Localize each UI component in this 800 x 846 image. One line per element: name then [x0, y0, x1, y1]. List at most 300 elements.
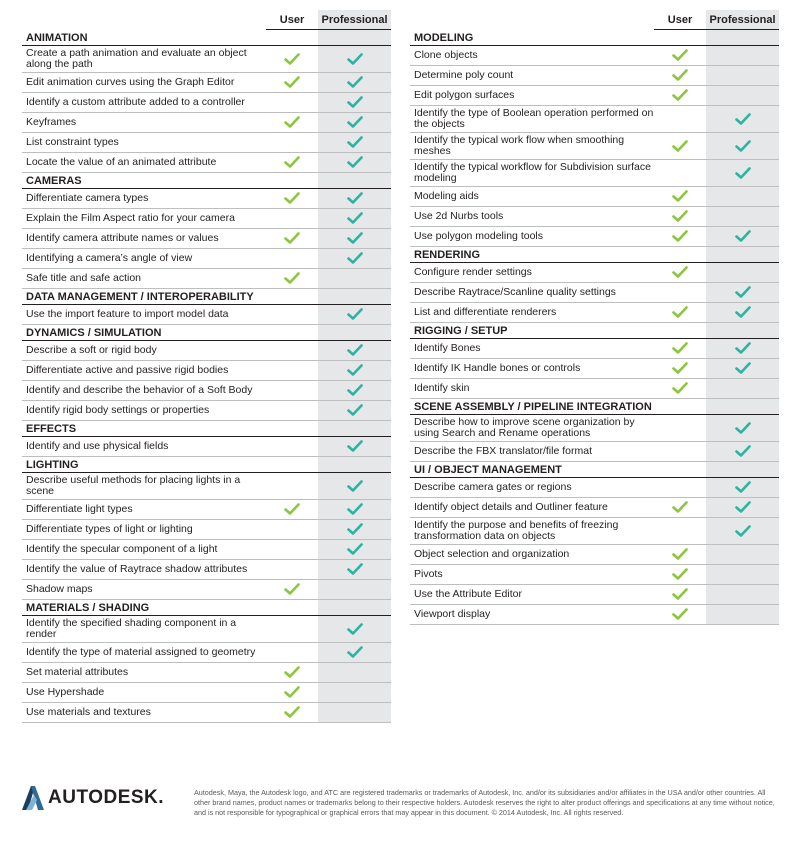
professional-cell	[318, 381, 391, 401]
professional-cell	[706, 585, 779, 605]
user-cell	[654, 46, 706, 66]
autodesk-a-icon	[22, 786, 44, 810]
user-cell	[266, 683, 318, 703]
right-objectives-table	[410, 30, 779, 625]
professional-cell	[706, 187, 779, 207]
user-cell	[266, 663, 318, 683]
user-check-icon	[284, 686, 300, 698]
user-cell	[266, 305, 318, 325]
professional-cell	[706, 133, 779, 160]
professional-check-icon	[735, 113, 751, 125]
objective-row	[22, 361, 391, 381]
category-title: ANIMATION	[22, 30, 266, 46]
user-cell	[266, 616, 318, 643]
user-cell	[266, 209, 318, 229]
professional-cell	[318, 269, 391, 289]
professional-cell	[318, 500, 391, 520]
objective-label: Differentiate camera types	[22, 189, 266, 209]
objective-row	[22, 663, 391, 683]
professional-cell	[318, 73, 391, 93]
professional-check-icon	[347, 384, 363, 396]
legal-text: Autodesk, Maya, the Autodesk logo, and ATC are registered trademarks or trademarks of Autodesk, Inc. and/or its subsidiaries and/or affiliates in the USA and/or other countries. All other brand names, product names or trademarks belong to their respective holders. Autodesk reserves the right to alter product offerings and specifications at any time without notice, and is not responsible for typographical or graphical errors that may appear in this document. © 2014 Autodesk, Inc. All rights reserved.	[194, 788, 775, 817]
user-cell	[654, 207, 706, 227]
user-check-icon	[284, 666, 300, 678]
objective-label: Describe useful methods for placing lights in a scene	[22, 473, 266, 500]
user-cell	[266, 361, 318, 381]
user-cell	[266, 113, 318, 133]
professional-cell	[706, 86, 779, 106]
objective-label: Identify camera attribute names or values	[22, 229, 266, 249]
professional-cell	[318, 209, 391, 229]
objective-label: Differentiate active and passive rigid bodies	[22, 361, 266, 381]
professional-cell	[706, 498, 779, 518]
user-cell	[654, 283, 706, 303]
professional-cell	[318, 153, 391, 173]
objective-row	[410, 498, 779, 518]
professional-check-icon	[735, 525, 751, 537]
professional-cell	[318, 643, 391, 663]
autodesk-wordmark: AUTODESK.	[48, 787, 165, 808]
objective-row	[22, 437, 391, 457]
professional-cell	[706, 46, 779, 66]
category-row	[22, 457, 391, 473]
user-cell	[654, 133, 706, 160]
objective-label: Identify and use physical fields	[22, 437, 266, 457]
user-check-icon	[672, 588, 688, 600]
user-cell	[266, 520, 318, 540]
objective-row	[22, 73, 391, 93]
professional-header: Professional	[318, 10, 391, 30]
objective-row	[410, 160, 779, 187]
objective-label: Identify a custom attribute added to a controller	[22, 93, 266, 113]
professional-cell	[706, 565, 779, 585]
user-cell	[266, 341, 318, 361]
objective-row	[22, 381, 391, 401]
category-title: LIGHTING	[22, 457, 266, 473]
objective-row	[410, 86, 779, 106]
objective-label: Locate the value of an animated attribute	[22, 153, 266, 173]
user-header: User	[266, 10, 318, 30]
objective-label: Identify the specular component of a light	[22, 540, 266, 560]
user-cell	[266, 269, 318, 289]
objective-label: Identify rigid body settings or properties	[22, 401, 266, 421]
category-row	[410, 247, 779, 263]
objective-row	[22, 209, 391, 229]
objective-label: Safe title and safe action	[22, 269, 266, 289]
professional-cell	[706, 339, 779, 359]
objective-label: Pivots	[410, 565, 654, 585]
objective-row	[410, 227, 779, 247]
objective-label: Differentiate light types	[22, 500, 266, 520]
category-title: SCENE ASSEMBLY / PIPELINE INTEGRATION	[410, 399, 654, 415]
professional-check-icon	[735, 286, 751, 298]
professional-cell	[318, 189, 391, 209]
professional-check-icon	[347, 404, 363, 416]
user-cell	[654, 498, 706, 518]
user-cell	[654, 187, 706, 207]
user-cell	[654, 442, 706, 462]
objective-label: Identify the type of material assigned to geometry	[22, 643, 266, 663]
category-title: UI / OBJECT MANAGEMENT	[410, 462, 654, 478]
category-title: RIGGING / SETUP	[410, 323, 654, 339]
left-column	[22, 10, 391, 723]
category-row	[22, 289, 391, 305]
objective-row	[410, 585, 779, 605]
user-check-icon	[672, 140, 688, 152]
user-cell	[654, 66, 706, 86]
professional-check-icon	[347, 53, 363, 65]
professional-cell	[706, 442, 779, 462]
objective-label: Differentiate types of light or lighting	[22, 520, 266, 540]
professional-cell	[706, 478, 779, 498]
user-cell	[654, 545, 706, 565]
professional-check-icon	[347, 136, 363, 148]
category-title: DYNAMICS / SIMULATION	[22, 325, 266, 341]
objective-row	[22, 683, 391, 703]
professional-cell	[706, 160, 779, 187]
category-row	[410, 30, 779, 46]
user-cell	[266, 703, 318, 723]
professional-cell	[706, 379, 779, 399]
professional-cell	[706, 207, 779, 227]
user-cell	[266, 643, 318, 663]
user-cell	[654, 263, 706, 283]
objective-row	[22, 46, 391, 73]
objective-label: Identify the type of Boolean operation performed on the objects	[410, 106, 654, 133]
objective-row	[22, 341, 391, 361]
professional-check-icon	[347, 440, 363, 452]
user-cell	[266, 381, 318, 401]
objective-row	[22, 560, 391, 580]
objective-row	[410, 283, 779, 303]
objective-label: Describe the FBX translator/file format	[410, 442, 654, 462]
objective-row	[410, 442, 779, 462]
user-check-icon	[672, 210, 688, 222]
user-check-icon	[672, 382, 688, 394]
professional-cell	[318, 401, 391, 421]
objective-row	[410, 359, 779, 379]
user-check-icon	[672, 501, 688, 513]
user-cell	[266, 93, 318, 113]
objective-label: Identify object details and Outliner feature	[410, 498, 654, 518]
objective-label: Clone objects	[410, 46, 654, 66]
objective-row	[22, 93, 391, 113]
professional-cell	[706, 518, 779, 545]
professional-cell	[318, 46, 391, 73]
objective-label: Configure render settings	[410, 263, 654, 283]
user-cell	[654, 86, 706, 106]
user-cell	[266, 540, 318, 560]
category-row	[410, 323, 779, 339]
objective-row	[410, 415, 779, 442]
user-check-icon	[672, 306, 688, 318]
objective-row	[410, 207, 779, 227]
objective-row	[410, 133, 779, 160]
objective-label: Identify IK Handle bones or controls	[410, 359, 654, 379]
professional-check-icon	[735, 481, 751, 493]
objective-label: Keyframes	[22, 113, 266, 133]
objective-label: Identify and describe the behavior of a Soft Body	[22, 381, 266, 401]
professional-check-icon	[735, 445, 751, 457]
objective-label: Describe Raytrace/Scanline quality settings	[410, 283, 654, 303]
professional-check-icon	[735, 167, 751, 179]
objective-row	[22, 580, 391, 600]
professional-cell	[706, 106, 779, 133]
user-cell	[266, 560, 318, 580]
user-header: User	[654, 10, 706, 30]
objective-row	[410, 46, 779, 66]
user-check-icon	[672, 69, 688, 81]
user-check-icon	[672, 608, 688, 620]
objective-label: Determine poly count	[410, 66, 654, 86]
user-check-icon	[284, 706, 300, 718]
professional-check-icon	[347, 96, 363, 108]
professional-cell	[318, 437, 391, 457]
professional-check-icon	[347, 503, 363, 515]
user-check-icon	[284, 76, 300, 88]
user-cell	[654, 303, 706, 323]
professional-check-icon	[347, 212, 363, 224]
objective-row	[410, 478, 779, 498]
professional-check-icon	[347, 364, 363, 376]
objective-row	[22, 249, 391, 269]
objective-label: Use the Attribute Editor	[410, 585, 654, 605]
user-cell	[266, 133, 318, 153]
category-row	[22, 421, 391, 437]
professional-check-icon	[735, 230, 751, 242]
user-cell	[266, 473, 318, 500]
objective-label: Use polygon modeling tools	[410, 227, 654, 247]
professional-cell	[318, 540, 391, 560]
objective-label: Set material attributes	[22, 663, 266, 683]
objective-label: Identify the purpose and benefits of freezing transformation data on objects	[410, 518, 654, 545]
professional-cell	[318, 560, 391, 580]
objective-label: Edit animation curves using the Graph Editor	[22, 73, 266, 93]
user-check-icon	[284, 192, 300, 204]
user-check-icon	[284, 232, 300, 244]
objective-row	[410, 66, 779, 86]
objective-label: List constraint types	[22, 133, 266, 153]
right-column	[410, 10, 779, 625]
professional-cell	[318, 113, 391, 133]
category-row	[410, 462, 779, 478]
objective-label: Identify the typical work flow when smoothing meshes	[410, 133, 654, 160]
professional-cell	[318, 703, 391, 723]
objective-row	[410, 339, 779, 359]
professional-cell	[706, 283, 779, 303]
professional-cell	[318, 616, 391, 643]
objective-label: Identify skin	[410, 379, 654, 399]
objective-row	[410, 379, 779, 399]
user-check-icon	[284, 53, 300, 65]
professional-cell	[706, 545, 779, 565]
objective-label: Describe camera gates or regions	[410, 478, 654, 498]
user-check-icon	[672, 568, 688, 580]
objective-label: Describe a soft or rigid body	[22, 341, 266, 361]
professional-cell	[706, 415, 779, 442]
objective-row	[22, 540, 391, 560]
professional-check-icon	[735, 362, 751, 374]
objective-row	[22, 703, 391, 723]
objective-row	[22, 229, 391, 249]
professional-check-icon	[735, 422, 751, 434]
objective-row	[22, 401, 391, 421]
user-cell	[266, 500, 318, 520]
user-cell	[266, 229, 318, 249]
category-title: RENDERING	[410, 247, 654, 263]
professional-check-icon	[735, 501, 751, 513]
category-title: MODELING	[410, 30, 654, 46]
professional-check-icon	[347, 543, 363, 555]
user-check-icon	[672, 342, 688, 354]
user-cell	[266, 249, 318, 269]
professional-check-icon	[347, 523, 363, 535]
professional-check-icon	[347, 563, 363, 575]
objective-label: Shadow maps	[22, 580, 266, 600]
professional-cell	[706, 359, 779, 379]
professional-check-icon	[347, 480, 363, 492]
user-cell	[654, 478, 706, 498]
professional-check-icon	[347, 116, 363, 128]
user-cell	[266, 401, 318, 421]
professional-check-icon	[347, 76, 363, 88]
objective-row	[22, 520, 391, 540]
user-check-icon	[672, 89, 688, 101]
professional-cell	[318, 133, 391, 153]
user-cell	[654, 605, 706, 625]
user-cell	[266, 580, 318, 600]
professional-check-icon	[735, 140, 751, 152]
professional-cell	[318, 473, 391, 500]
professional-check-icon	[347, 308, 363, 320]
user-cell	[654, 565, 706, 585]
objective-row	[22, 133, 391, 153]
objective-row	[22, 153, 391, 173]
user-cell	[654, 160, 706, 187]
professional-cell	[318, 683, 391, 703]
objective-label: Use Hypershade	[22, 683, 266, 703]
objective-row	[22, 305, 391, 325]
user-cell	[266, 437, 318, 457]
objective-label: Create a path animation and evaluate an object along the path	[22, 46, 266, 73]
objective-row	[22, 500, 391, 520]
user-cell	[654, 585, 706, 605]
user-cell	[654, 518, 706, 545]
professional-cell	[706, 66, 779, 86]
column-header	[22, 10, 391, 30]
objective-label: Identify the typical workflow for Subdivision surface modeling	[410, 160, 654, 187]
objective-label: Object selection and organization	[410, 545, 654, 565]
professional-cell	[318, 580, 391, 600]
user-check-icon	[672, 266, 688, 278]
professional-cell	[318, 305, 391, 325]
objective-row	[410, 303, 779, 323]
objective-label: Identify the value of Raytrace shadow attributes	[22, 560, 266, 580]
professional-check-icon	[347, 646, 363, 658]
objective-label: Use 2d Nurbs tools	[410, 207, 654, 227]
professional-cell	[318, 229, 391, 249]
user-cell	[266, 73, 318, 93]
user-cell	[654, 227, 706, 247]
objective-row	[410, 545, 779, 565]
objective-label: Identify Bones	[410, 339, 654, 359]
professional-cell	[706, 605, 779, 625]
objective-row	[410, 518, 779, 545]
user-check-icon	[284, 116, 300, 128]
user-cell	[266, 189, 318, 209]
objective-row	[410, 565, 779, 585]
left-objectives-table	[22, 30, 391, 723]
professional-check-icon	[347, 156, 363, 168]
objective-label: Explain the Film Aspect ratio for your camera	[22, 209, 266, 229]
professional-cell	[706, 303, 779, 323]
professional-check-icon	[347, 192, 363, 204]
professional-header: Professional	[706, 10, 779, 30]
objective-row	[410, 263, 779, 283]
category-title: DATA MANAGEMENT / INTEROPERABILITY	[22, 289, 266, 305]
user-cell	[266, 153, 318, 173]
objective-row	[22, 616, 391, 643]
category-row	[22, 173, 391, 189]
user-cell	[654, 415, 706, 442]
user-cell	[266, 46, 318, 73]
objective-label: Modeling aids	[410, 187, 654, 207]
professional-cell	[318, 361, 391, 381]
objective-row	[22, 269, 391, 289]
user-check-icon	[672, 548, 688, 560]
professional-cell	[706, 263, 779, 283]
objective-label: Use the import feature to import model data	[22, 305, 266, 325]
professional-check-icon	[735, 342, 751, 354]
user-check-icon	[672, 230, 688, 242]
user-check-icon	[284, 156, 300, 168]
user-check-icon	[672, 362, 688, 374]
professional-check-icon	[347, 623, 363, 635]
category-row	[22, 325, 391, 341]
objective-label: List and differentiate renderers	[410, 303, 654, 323]
professional-cell	[318, 249, 391, 269]
category-title: CAMERAS	[22, 173, 266, 189]
objective-row	[410, 605, 779, 625]
professional-cell	[318, 341, 391, 361]
professional-check-icon	[347, 252, 363, 264]
user-check-icon	[672, 190, 688, 202]
objective-label: Describe how to improve scene organization by using Search and Rename operations	[410, 415, 654, 442]
category-row	[22, 600, 391, 616]
objective-row	[22, 113, 391, 133]
user-check-icon	[284, 503, 300, 515]
user-cell	[654, 339, 706, 359]
professional-cell	[318, 663, 391, 683]
column-header	[410, 10, 779, 30]
professional-cell	[318, 93, 391, 113]
objective-label: Use materials and textures	[22, 703, 266, 723]
professional-check-icon	[347, 232, 363, 244]
objective-row	[410, 187, 779, 207]
objective-label: Identify the specified shading component in a render	[22, 616, 266, 643]
objective-row	[22, 643, 391, 663]
professional-cell	[318, 520, 391, 540]
user-cell	[654, 379, 706, 399]
objective-row	[22, 473, 391, 500]
category-title: MATERIALS / SHADING	[22, 600, 266, 616]
objective-label: Identifying a camera’s angle of view	[22, 249, 266, 269]
user-cell	[654, 359, 706, 379]
user-check-icon	[672, 49, 688, 61]
professional-check-icon	[347, 344, 363, 356]
objective-label: Viewport display	[410, 605, 654, 625]
professional-cell	[706, 227, 779, 247]
